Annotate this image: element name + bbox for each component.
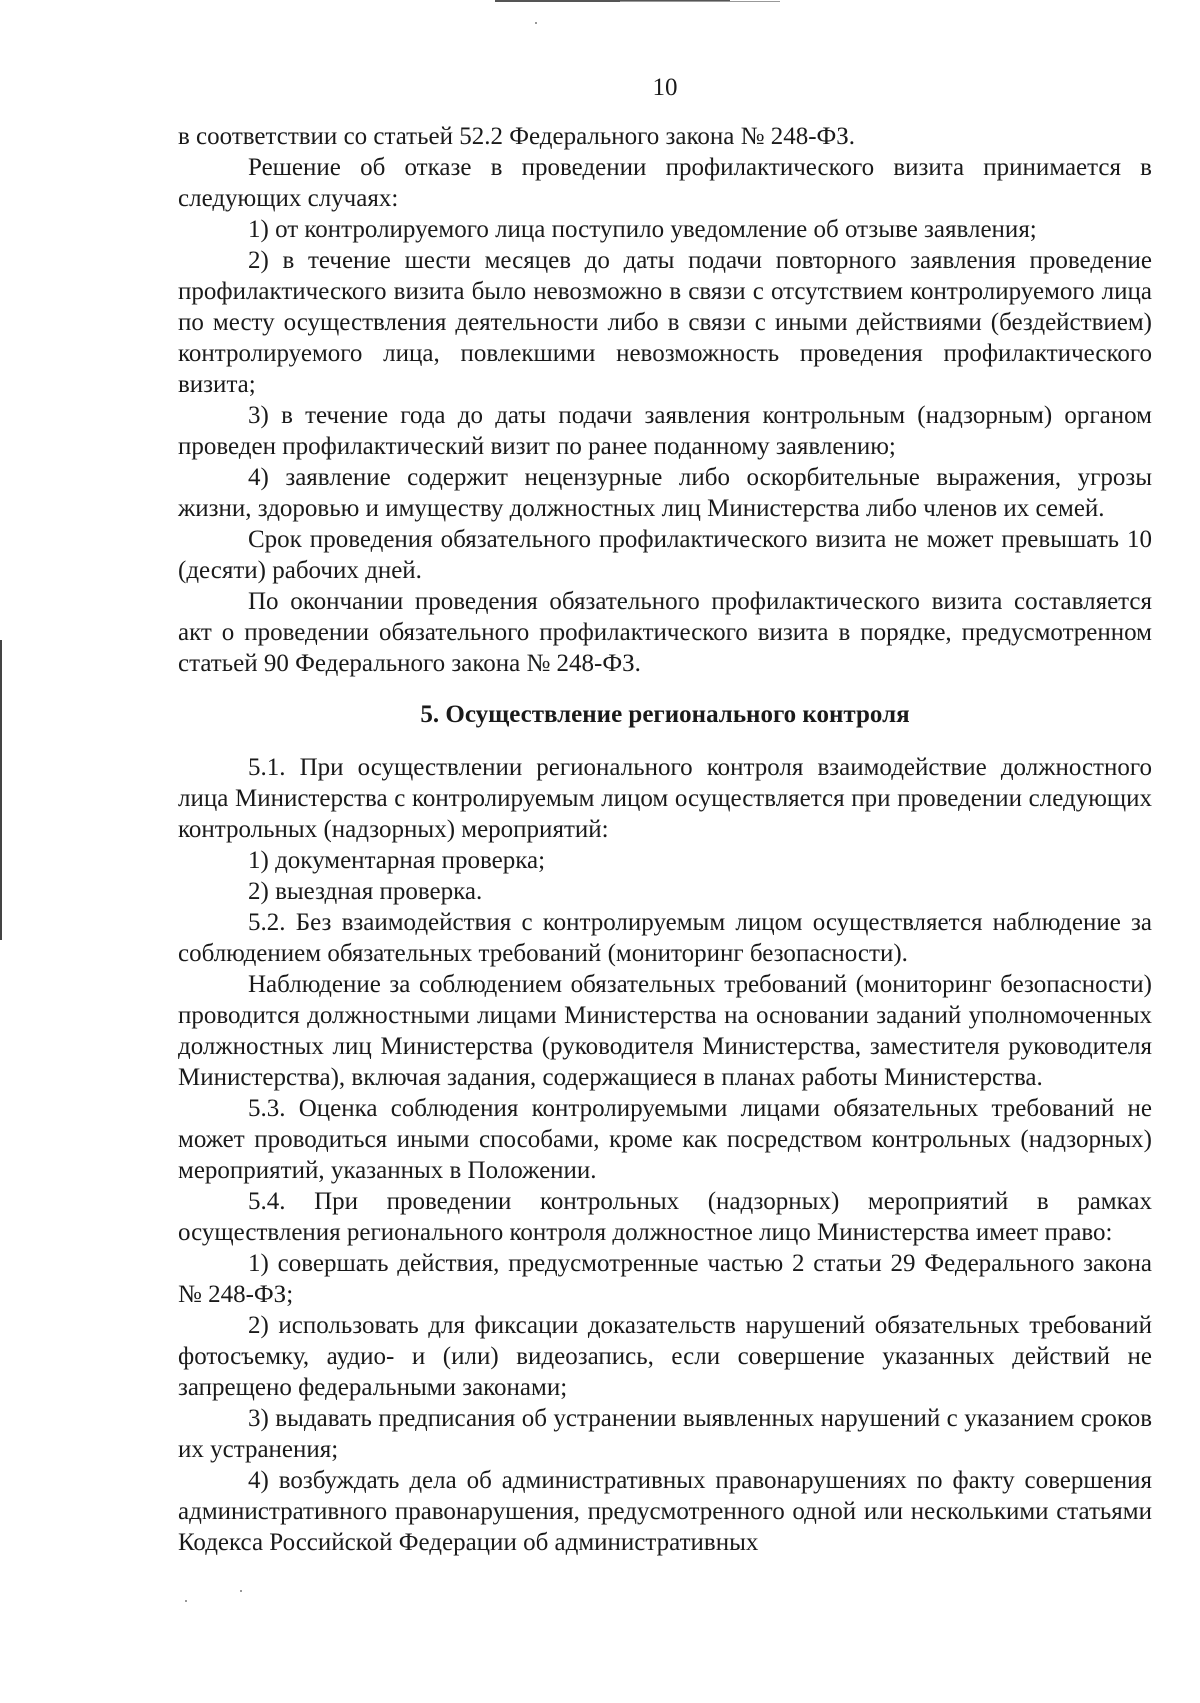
- paragraph: Срок проведения обязательного профилактического визита не может превышать 10 (десяти) рабочих дней.: [178, 526, 1152, 584]
- scan-artifact-dot: [535, 22, 537, 24]
- paragraph: 2) в течение шести месяцев до даты подачи повторного заявления проведение профилактического визита было невозможно в связи с отсутствием контролируемого лица по месту осуществления деятельности либо в связи с иными действиями (бездействием) контролируемого лица, повлекшими невозможность проведения профилактического визита;: [178, 247, 1152, 398]
- paragraph: 5.3. Оценка соблюдения контролируемыми лицами обязательных требований не может проводиться иными способами, кроме как посредством контрольных (надзорных) мероприятий, указанных в Положении.: [178, 1095, 1152, 1184]
- paragraph: 1) от контролируемого лица поступило уведомление об отзыве заявления;: [248, 216, 1037, 243]
- paragraph: 5.2. Без взаимодействия с контролируемым лицом осуществляется наблюдение за соблюдением обязательных требований (мониторинг безопасности).: [178, 909, 1152, 967]
- paragraph: 4) заявление содержит нецензурные либо оскорбительные выражения, угрозы жизни, здоровью и имуществу должностных лиц Министерства либо членов их семей.: [178, 464, 1152, 522]
- paragraph: 3) в течение года до даты подачи заявления контрольным (надзорным) органом проведен профилактический визит по ранее поданному заявлению;: [178, 402, 1152, 460]
- document-page: [178, 72, 1152, 1558]
- paragraph: 5.4. При проведении контрольных (надзорных) мероприятий в рамках осуществления регионального контроля должностное лицо Министерства имеет право:: [178, 1188, 1152, 1246]
- scan-artifact-dot: [185, 1600, 187, 1602]
- scan-artifact-top-line-faint: [620, 1, 780, 2]
- paragraph: 3) выдавать предписания об устранении выявленных нарушений с указанием сроков их устранения;: [178, 1405, 1152, 1463]
- paragraph: в соответствии со статьей 52.2 Федерального закона № 248-ФЗ.: [178, 123, 856, 150]
- paragraph: 2) использовать для фиксации доказательств нарушений обязательных требований фотосъемку, аудио- и (или) видеозапись, если совершение указанных действий не запрещено федеральными законами;: [178, 1312, 1152, 1401]
- section-heading: 5. Осуществление регионального контроля: [420, 701, 910, 728]
- paragraphs-before-section: [178, 121, 1152, 679]
- paragraph: 5.1. При осуществлении регионального контроля взаимодействие должностного лица Министерства с контролируемым лицом осуществляется при проведении следующих контрольных (надзорных) мероприятий:: [178, 754, 1152, 843]
- scan-artifact-left-edge: [0, 640, 2, 940]
- paragraph: 4) возбуждать дела об административных правонарушениях по факту совершения административного правонарушения, предусмотренного одной или несколькими статьями Кодекса Российской Федерации об административных: [178, 1467, 1152, 1556]
- scan-artifact-dot: [240, 1590, 242, 1592]
- page-number: 10: [652, 74, 678, 101]
- paragraphs-after-section: [178, 752, 1152, 1558]
- paragraph: Наблюдение за соблюдением обязательных требований (мониторинг безопасности) проводится должностными лицами Министерства на основании заданий уполномоченных должностных лиц Министерства (руководителя Министерства, заместителя руководителя Министерства), включая задания, содержащиеся в планах работы Министерства.: [178, 971, 1152, 1091]
- paragraph: По окончании проведения обязательного профилактического визита составляется акт о проведении обязательного профилактического визита в порядке, предусмотренном статьей 90 Федерального закона № 248-ФЗ.: [178, 588, 1152, 677]
- paragraph: 1) документарная проверка;: [248, 847, 546, 874]
- paragraph: 1) совершать действия, предусмотренные частью 2 статьи 29 Федерального закона № 248-ФЗ;: [178, 1250, 1152, 1308]
- paragraph: Решение об отказе в проведении профилактического визита принимается в следующих случаях:: [178, 154, 1152, 212]
- paragraph: 2) выездная проверка.: [248, 878, 483, 905]
